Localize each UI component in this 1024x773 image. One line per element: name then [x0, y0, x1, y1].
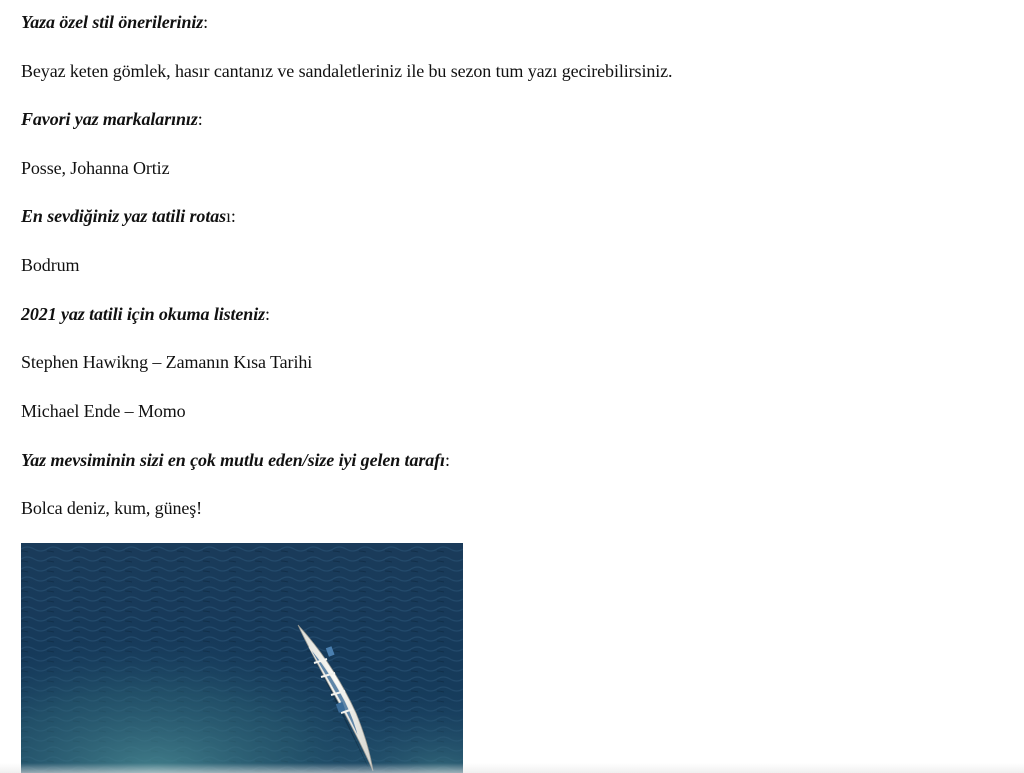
answer-style-tips: Beyaz keten gömlek, hasır cantanız ve sandaletleriniz ile bu sezon tum yazı gecirebilirsiniz. — [21, 61, 673, 81]
question-label: 2021 yaz tatili için okuma listeniz — [21, 304, 266, 324]
answer-reading-list-book-2: Michael Ende – Momo — [21, 401, 186, 421]
answer-holiday-route: Bodrum — [21, 255, 80, 275]
question-label: Yaza özel stil önerileriniz — [21, 12, 204, 32]
sea-kayak-photo — [21, 543, 463, 773]
answer-reading-list-book-1: Stephen Hawikng – Zamanın Kısa Tarihi — [21, 352, 313, 372]
question-colon: : — [444, 450, 450, 470]
question-colon: : — [197, 109, 203, 129]
question-style-tips — [21, 10, 208, 34]
question-label: Favori yaz markalarınız — [21, 109, 198, 129]
answer-favorite-brands: Posse, Johanna Ortiz — [21, 158, 170, 178]
question-colon: ı: — [226, 206, 236, 226]
answer-summer-joy: Bolca deniz, kum, güneş! — [21, 498, 203, 518]
question-label: En sevdiğiniz yaz tatili rotas — [21, 206, 227, 226]
question-summer-joy — [21, 448, 450, 472]
question-label: Yaz mevsiminin sizi en çok mutlu eden/size iyi gelen tarafı — [21, 450, 445, 470]
question-reading-list — [21, 302, 270, 326]
question-colon: : — [265, 304, 270, 324]
question-holiday-route — [21, 204, 236, 228]
question-colon: : — [203, 12, 209, 32]
sea-kayak-illustration — [21, 543, 463, 773]
question-favorite-brands — [21, 107, 203, 131]
